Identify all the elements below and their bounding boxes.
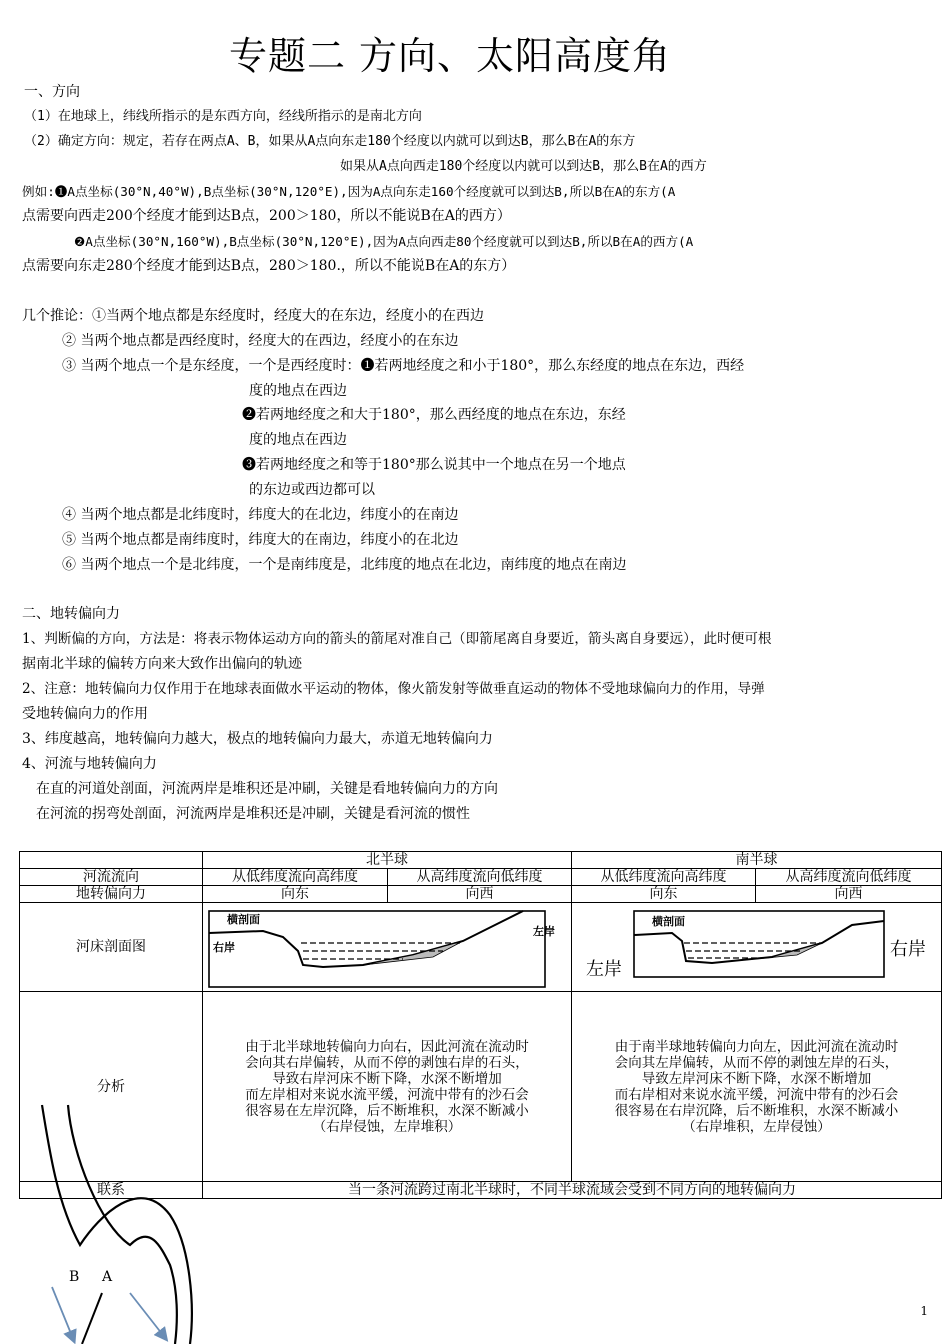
north-riverbed-profile-cell: [203, 903, 572, 992]
row-label-analysis: 分析: [20, 992, 203, 1182]
south-left-bank-label: 左岸: [586, 959, 622, 980]
example-2-line-2: 点需要向东走280个经度才能到达B点，280＞180.，所以不能说B在A的东方）: [22, 258, 516, 274]
inference-3-case-2: ❷若两地经度之和大于180°，那么西经度的地点在东边，东经: [242, 407, 626, 423]
flow-arrow-b: [52, 1287, 74, 1341]
section-heading-coriolis: 二、地转偏向力: [22, 606, 120, 622]
river-bank-right: [68, 1105, 177, 1344]
south-profile-label: 横剖面: [652, 915, 685, 928]
boundary-line: [82, 1293, 102, 1344]
inference-3-case-2-cont: 度的地点在西边: [249, 432, 347, 448]
coriolis-point-3: 3、纬度越高，地转偏向力越大，极点的地转偏向力最大，赤道无地转偏向力: [22, 731, 493, 747]
north-low-to-high: 从低纬度流向高纬度: [203, 869, 388, 886]
north-analysis-line: 很容易在左岸沉降，后不断堆积，水深不断减小: [245, 1102, 529, 1119]
coriolis-point-1-line-1: 1、判断偏的方向，方法是：将表示物体运动方向的箭头的箭尾对准自己（即箭尾离自身要近，箭头离自身要远），此时便可根: [22, 631, 772, 647]
south-analysis-line: 很容易在右岸沉降，后不断堆积，水深不断减小: [614, 1102, 899, 1119]
bend-channel-note: 在河流的拐弯处剖面，河流两岸是堆积还是冲刷，关键是看河流的惯性: [36, 806, 470, 822]
direction-rule-1: （1）在地球上，纬线所指示的是东西方向，经线所指示的是南北方向: [24, 109, 422, 124]
table-corner-cell: [20, 852, 203, 869]
south-analysis-line: （右岸堆积，左岸侵蚀）: [682, 1118, 831, 1135]
south-high-to-low: 从高纬度流向低纬度: [756, 869, 942, 886]
south-riverbed-profile-cell: [572, 903, 942, 992]
inference-4: ④ 当两个地点都是北纬度时，纬度大的在北边，纬度小的在南边: [62, 507, 459, 523]
south-analysis-line: 由于南半球地转偏向力向左，因此河流在流动时: [614, 1038, 899, 1055]
inference-3-case-3: ❸若两地经度之和等于180°那么说其中一个地点在另一个地点: [242, 457, 626, 473]
south-analysis: [572, 992, 942, 1182]
south-analysis-line: 导致左岸河床不断下降，水深不断增加: [641, 1070, 872, 1087]
river-bend-sketch: [0, 1095, 260, 1344]
inference-3-case-3-cont: 的东边或西边都可以: [249, 482, 375, 498]
header-south-hemisphere: 南半球: [572, 852, 942, 869]
south-right-bank-label: 右岸: [890, 939, 926, 960]
south-low-to-high: 从低纬度流向高纬度: [572, 869, 756, 886]
example-2-line-1: ❷A点坐标(30°N,160°W),B点坐标(30°N,120°E),因为A点向西走80个经度就可以到达B,所以B在A的西方(A: [74, 234, 694, 249]
south-riverbed-profile-diagram: [572, 903, 941, 991]
river-bank-left: [42, 1105, 192, 1344]
row-label-deflecting-force: 地转偏向力: [20, 886, 203, 903]
north-high-to-low: 从高纬度流向低纬度: [388, 869, 572, 886]
example-1-line-2: 点需要向西走200个经度才能到达B点，200＞180，所以不能说B在A的西方）: [22, 208, 511, 224]
straight-channel-note: 在直的河道处剖面，河流两岸是堆积还是冲刷，关键是看地转偏向力的方向: [36, 781, 498, 797]
row-label-riverbed-profile: 河床剖面图: [20, 903, 203, 992]
example-1-line-1: 例如:❶A点坐标(30°N,40°W),B点坐标(30°N,120°E),因为A点向东走160个经度就可以到达B,所以B在A的东方(A: [22, 184, 676, 199]
point-a-label: A: [102, 1269, 113, 1285]
north-riverbed-profile-diagram: [203, 903, 572, 991]
flow-arrow-a: [130, 1293, 166, 1339]
north-analysis-line: 由于北半球地转偏向力向右，因此河流在流动时: [245, 1038, 529, 1055]
coriolis-point-1-line-2: 据南北半球的偏转方向来大致作出偏向的轨迹: [22, 656, 302, 672]
south-analysis-line: 而右岸相对来说水流平缓，河流中带有的沙石会: [614, 1086, 899, 1103]
north-left-bank-label: 左岸: [533, 925, 555, 938]
page-title: 专题二 方向、太阳高度角: [228, 34, 672, 78]
north-right-bank-label: 右岸: [213, 941, 235, 954]
section-heading-direction: 一、方向: [24, 84, 80, 100]
south-analysis-line: 会向其左岸偏转，从而不停的剥蚀左岸的石头，: [614, 1054, 899, 1071]
page-number: 1: [920, 1304, 928, 1318]
profile-label: 横剖面: [227, 913, 260, 926]
south-force-east: 向东: [572, 886, 756, 903]
north-analysis-line: 导致右岸河床不断下降，水深不断增加: [272, 1070, 502, 1087]
coriolis-point-4: 4、河流与地转偏向力: [22, 756, 157, 772]
point-b-label: B: [69, 1269, 80, 1285]
inference-6: ⑥ 当两个地点一个是北纬度，一个是南纬度是，北纬度的地点在北边，南纬度的地点在南边: [62, 557, 627, 573]
connection-text: 当一条河流跨过南北半球时，不同半球流域会受到不同方向的地转偏向力: [203, 1182, 942, 1199]
north-analysis-line: （右岸侵蚀，左岸堆积）: [312, 1118, 462, 1135]
direction-rule-2: （2）确定方向：规定，若存在两点A、B，如果从A点向东走180个经度以内就可以到达B，那么B在A的东方: [24, 134, 636, 149]
row-label-connection: 联系: [20, 1182, 203, 1199]
inference-2: ② 当两个地点都是西经度时，经度大的在西边，经度小的在东边: [62, 333, 459, 349]
south-force-west: 向西: [756, 886, 942, 903]
north-analysis-line: 而左岸相对来说水流平缓，河流中带有的沙石会: [245, 1086, 529, 1103]
north-force-east: 向东: [203, 886, 388, 903]
header-north-hemisphere: 北半球: [203, 852, 572, 869]
coriolis-point-2-line-1: 2、注意：地转偏向力仅作用于在地球表面做水平运动的物体，像火箭发射等做垂直运动的物体不受地球偏向力的作用，导弹: [22, 681, 765, 697]
inference-5: ⑤ 当两个地点都是南纬度时，纬度大的在南边，纬度小的在北边: [62, 532, 459, 548]
inference-1: 几个推论：①当两个地点都是东经度时，经度大的在东边，经度小的在西边: [22, 308, 484, 324]
north-force-west: 向西: [388, 886, 572, 903]
north-analysis-line: 会向其右岸偏转，从而不停的剥蚀右岸的石头，: [245, 1054, 529, 1071]
inference-3: ③ 当两个地点一个是东经度，一个是西经度时：❶若两地经度之和小于180°，那么东经度的地点在东边，西经: [62, 358, 745, 374]
coriolis-point-2-line-2: 受地转偏向力的作用: [22, 706, 148, 722]
row-label-flow-direction: 河流流向: [20, 869, 203, 886]
inference-3-cont: 度的地点在西边: [249, 383, 347, 399]
direction-rule-3: 如果从A点向西走180个经度以内就可以到达B，那么B在A的西方: [340, 159, 707, 174]
